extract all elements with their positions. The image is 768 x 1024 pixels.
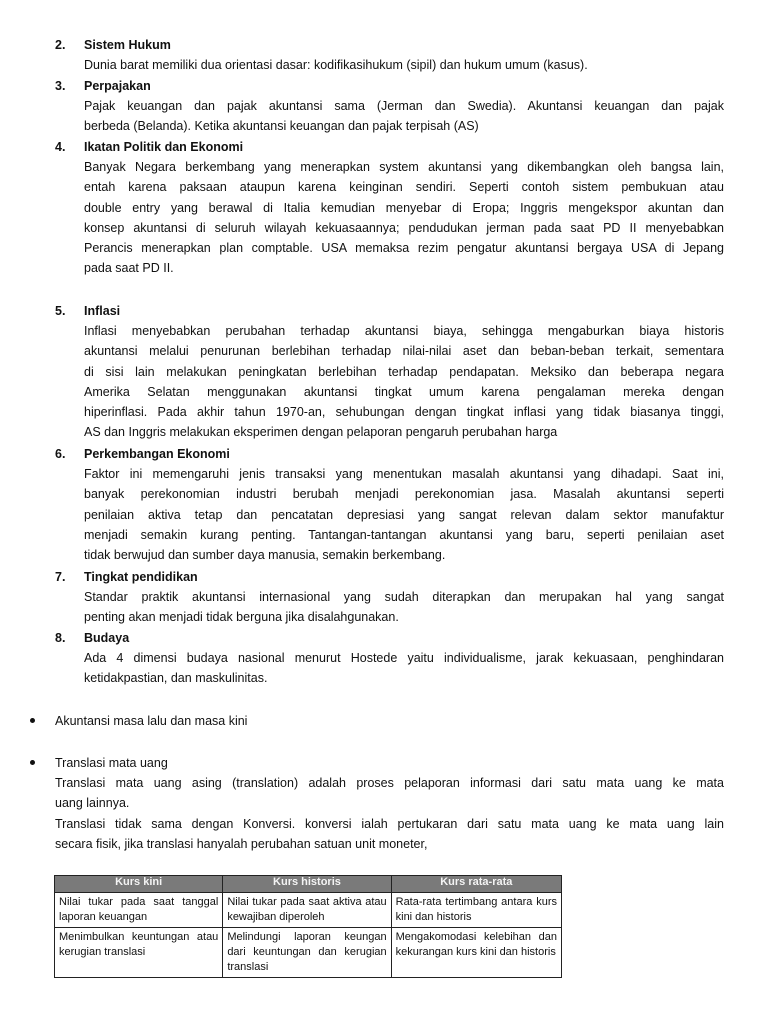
conversion-paragraph [55, 814, 724, 855]
table-header-cell: Kurs rata-rata [391, 876, 561, 893]
table-header-row [55, 876, 562, 893]
section-number: 4. [55, 140, 66, 154]
exchange-rate-table [54, 875, 562, 978]
table-cell: Menimbulkan keuntungan atau kerugian translasi [55, 928, 223, 978]
body-line: Perancis menerapkan plan comptable. USA memaksa rezim pengatur akuntansi bergaya USA di Jepang [84, 241, 724, 256]
body-line: Pajak keuangan dan pajak akuntansi sama (Jerman dan Swedia). Akuntansi keuangan dan pajak [84, 99, 724, 113]
body-line: pada saat PD II. [84, 261, 174, 276]
section-title: Perkembangan Ekonomi [84, 447, 230, 461]
section-body [84, 321, 724, 443]
body-line: secara fisik, jika translasi hanyalah perubahan satuan unit moneter, [55, 837, 428, 852]
body-line: AS dan Inggris melakukan eksperimen dengan pelaporan pengaruh perubahan harga [84, 425, 558, 440]
table-cell: Mengakomodasi kelebihan dan kekurangan kurs kini dan historis [391, 928, 561, 978]
body-line: penilaian aktiva tetap dan pencatatan depresiasi yang sangat relevan dalam sektor manufaktur [84, 507, 724, 522]
table-cell: Melindungi laporan keungan dari keuntungan dan kerugian translasi [223, 928, 391, 978]
body-line: Inflasi menyebabkan perubahan terhadap akuntansi biaya, sehingga mengaburkan biaya historis [84, 324, 724, 338]
body-line: Faktor ini memengaruhi jenis transaksi yang menentukan masalah akuntansi yang dihadapi. Saat ini, [84, 467, 724, 481]
body-line: Standar praktik akuntansi internasional yang sudah diterapkan dan merupakan hal yang sangat [84, 590, 724, 604]
section-title: Inflasi [84, 304, 121, 318]
body-line: berbeda (Belanda). Ketika akuntansi keuangan dan pajak terpisah (AS) [84, 119, 479, 134]
body-line: Translasi tidak sama dengan Konversi. konversi ialah pertukaran dari satu mata uang ke mata uang lain [55, 817, 724, 831]
table-cell: Rata-rata tertimbang antara kurs kini dan historis [391, 893, 561, 928]
table-cell: Nilai tukar pada saat tanggal laporan keuangan [55, 893, 223, 928]
section-body [84, 157, 724, 279]
bullet-text: Translasi mata uang [55, 756, 168, 770]
section-number: 8. [55, 631, 66, 645]
bullet-icon [30, 760, 35, 765]
section-number: 2. [55, 38, 66, 52]
body-line: di sisi lain melakukan peningkatan berlebihan terhadap pendapatan. Meksiko dan beberapa negara [84, 364, 724, 379]
section-body [84, 464, 724, 565]
body-line: konsep akuntansi di seluruh wilayah kekuasaannya; pendudukan jerman pada saat PD II menyebabkan [84, 220, 724, 235]
section-title: Perpajakan [84, 79, 151, 93]
section-number: 3. [55, 79, 66, 93]
body-line: menjadi semakin kurang penting. Tantangan-tantangan akuntansi yang baru, seperti penilaian aset [84, 527, 724, 542]
body-line: hiperinflasi. Pada akhir tahun 1970-an, sehubungan dengan tingkat inflasi yang tidak biasanya tinggi, [84, 405, 724, 420]
table-row [55, 893, 562, 928]
body-line: uang lainnya. [55, 796, 130, 811]
section-number: 6. [55, 447, 66, 461]
section-body [84, 587, 724, 628]
body-line: double entry yang berawal di Italia kemudian menyebar di Eropa; Inggris mengekspor akuntan dan [84, 200, 724, 215]
body-line: banyak perekonomian industri berubah menjadi perekonomian jasa. Masalah akuntansi seperti [84, 487, 724, 502]
section-title: Tingkat pendidikan [84, 570, 198, 584]
table-row [55, 928, 562, 978]
table-header-cell: Kurs historis [223, 876, 391, 893]
bullet-text: Akuntansi masa lalu dan masa kini [55, 714, 248, 728]
section-body [84, 55, 724, 75]
body-line: Ada 4 dimensi budaya nasional menurut Hostede yaitu individualisme, jarak kekuasaan, penghindaran [84, 651, 724, 665]
section-number: 5. [55, 304, 66, 318]
body-line: tidak berwujud dan sumber daya manusia, semakin berkembang. [84, 548, 446, 563]
body-line: entah karena paksaan ataupun karena keinginan sendiri. Seperti contoh sistem pembukuan atau [84, 180, 724, 195]
table-header-cell: Kurs kini [55, 876, 223, 893]
body-line: Dunia barat memiliki dua orientasi dasar: kodifikasihukum (sipil) dan hukum umum (kasus). [84, 58, 588, 72]
table-cell: Nilai tukar pada saat aktiva atau kewajiban diperoleh [223, 893, 391, 928]
body-line: akuntansi melalui penurunan berlebihan terhadap nilai-nilai aset dan beban-beban terkait, sementara [84, 344, 724, 359]
section-title: Sistem Hukum [84, 38, 171, 52]
section-title: Ikatan Politik dan Ekonomi [84, 140, 244, 154]
body-line: ketidakpastian, dan maskulinitas. [84, 671, 268, 686]
section-title: Budaya [84, 631, 130, 645]
translation-paragraph [55, 773, 724, 814]
section-body [84, 96, 724, 137]
section-body [84, 648, 724, 689]
body-line: penting akan menjadi tidak berguna jika disalahgunakan. [84, 610, 399, 625]
body-line: Banyak Negara berkembang yang menerapkan system akuntansi yang dikembangkan oleh bangsa lain, [84, 160, 724, 174]
section-number: 7. [55, 570, 66, 584]
bullet-icon [30, 718, 35, 723]
body-line: Translasi mata uang asing (translation) adalah proses pelaporan informasi dari satu mata uang ke mata [55, 776, 724, 790]
body-line: Amerika Selatan menggunakan akuntansi tingkat umum karena pengalaman mereka dengan [84, 384, 724, 399]
